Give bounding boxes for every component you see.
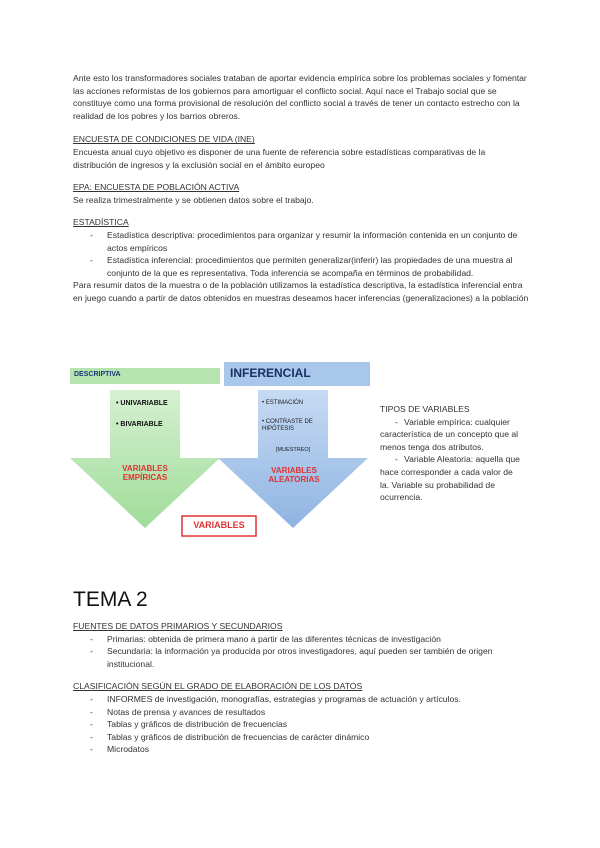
statistics-diagram	[70, 358, 370, 542]
tipos-item: - Variable Aleatoria: aquella que hace corresponder a cada valor de la. Variable su probabilidad de ocurrencia.	[380, 454, 520, 503]
estimacion-label: • ESTIMACIÓN	[262, 400, 304, 406]
list-item: - Notas de prensa y avances de resultados	[107, 706, 531, 719]
list-item: - Primarias: obtenida de primera mano a partir de las diferentes técnicas de investigación	[107, 633, 531, 646]
epa-text: Se realiza trimestralmente y se obtienen datos sobre el trabajo.	[73, 194, 314, 205]
estadistica-paragraph: Para resumir datos de la muestra o de la población utilizamos la estadística descriptiva, la estadística inferencial entra en juego cuando a partir de datos obtenidos en muestras deseamos hacer inferencias (generalizaciones) a la población	[73, 280, 529, 303]
tipos-item-text: Variable empírica: cualquier característica de un concepto que al menos tenga dos atributos.	[380, 416, 519, 452]
epa-heading: EPA: ENCUESTA DE POBLACIÓN ACTIVA	[73, 182, 240, 193]
bivariable-label: • BIVARIABLE	[116, 421, 163, 428]
clasificacion-list	[73, 693, 531, 756]
bivariable-text: BIVARIABLE	[120, 421, 163, 428]
ine-heading: ENCUESTA DE CONDICIONES DE VIDA (INE)	[73, 134, 255, 145]
univariable-text: UNIVARIABLE	[120, 400, 168, 407]
clasificacion-heading: CLASIFICACIÓN SEGÚN EL GRADO DE ELABORACIÓN DE LOS DATOS	[73, 681, 363, 692]
tema2-body	[73, 620, 531, 756]
inferencial-label: INFERENCIAL	[230, 366, 311, 380]
estadistica-heading: ESTADÍSTICA	[73, 217, 129, 228]
fuentes-list	[73, 633, 531, 671]
muestreo-label: [MUESTREO]	[276, 447, 311, 453]
variables-empiricas-label: VARIABLES EMPÍRICAS	[122, 464, 168, 482]
variables-aleatorias-label: VARIABLES ALEATORIAS	[268, 466, 320, 484]
estadistica-list	[73, 229, 531, 279]
variables-label: VARIABLES	[193, 520, 245, 530]
descriptiva-arrow	[70, 390, 220, 528]
tipos-item-text: Variable Aleatoria: aquella que hace corresponder a cada valor de la. Variable su probabilidad de ocurrencia.	[380, 454, 520, 503]
tipos-title: TIPOS DE VARIABLES	[380, 404, 470, 414]
page-body	[73, 72, 531, 305]
list-item: - Tablas y gráficos de distribución de frecuencias	[107, 718, 531, 731]
ine-text: Encuesta anual cuyo objetivo es disponer de una fuente de referencia sobre estadísticas comparativas de la distribución de ingresos y la exclusión social en el ámbito europeo	[73, 146, 486, 170]
diagram-shapes	[70, 358, 370, 542]
fuentes-heading: FUENTES DE DATOS PRIMARIOS Y SECUNDARIOS	[73, 621, 283, 631]
descriptiva-label: DESCRIPTIVA	[74, 371, 121, 378]
tema2-title: TEMA 2	[73, 588, 148, 611]
contraste-label: • CONTRASTE DE HIPÓTESIS	[262, 419, 313, 432]
estimacion-text: ESTIMACIÓN	[265, 400, 304, 406]
list-item: - Secundaria: la información ya producida por otros investigadores, aquí pueden ser también de origen institucional.	[107, 645, 531, 670]
inferencial-arrow	[218, 390, 368, 528]
list-item: - Estadística inferencial: procedimientos que permiten generalizar(inferir) las propiedades de una muestra al conjunto de la que es representativa. Toda inferencia se acompaña en términos de probabilidad.	[107, 254, 531, 279]
list-item: - INFORMES de investigación, monografías, estrategias y programas de actuación y artículos.	[107, 693, 531, 706]
intro-paragraph: Ante esto los transformadores sociales trataban de aportar evidencia empírica sobre los problemas sociales y fomentar las acciones reformistas de los gobiernos para amortiguar el conflicto social. Aquí nace el Trabajo social que se constituye como una forma provisional de resolución del conflicto social a través de tener un contacto estrecho con la realidad de los pobres y los barrios obreros.	[73, 73, 527, 121]
tipos-variables	[380, 403, 520, 504]
contraste-text: CONTRASTE DE HIPÓTESIS	[262, 419, 313, 432]
list-item: - Microdatos	[107, 743, 531, 756]
tipos-item: - Variable empírica: cualquier característica de un concepto que al menos tenga dos atributos.	[380, 416, 519, 452]
list-item: - Tablas y gráficos de distribución de frecuencias de carácter dinámico	[107, 731, 531, 744]
list-item: - Estadística descriptiva: procedimientos para organizar y resumir la información contenida en un conjunto de actos empíricos	[107, 229, 531, 254]
univariable-label: • UNIVARIABLE	[116, 400, 168, 407]
